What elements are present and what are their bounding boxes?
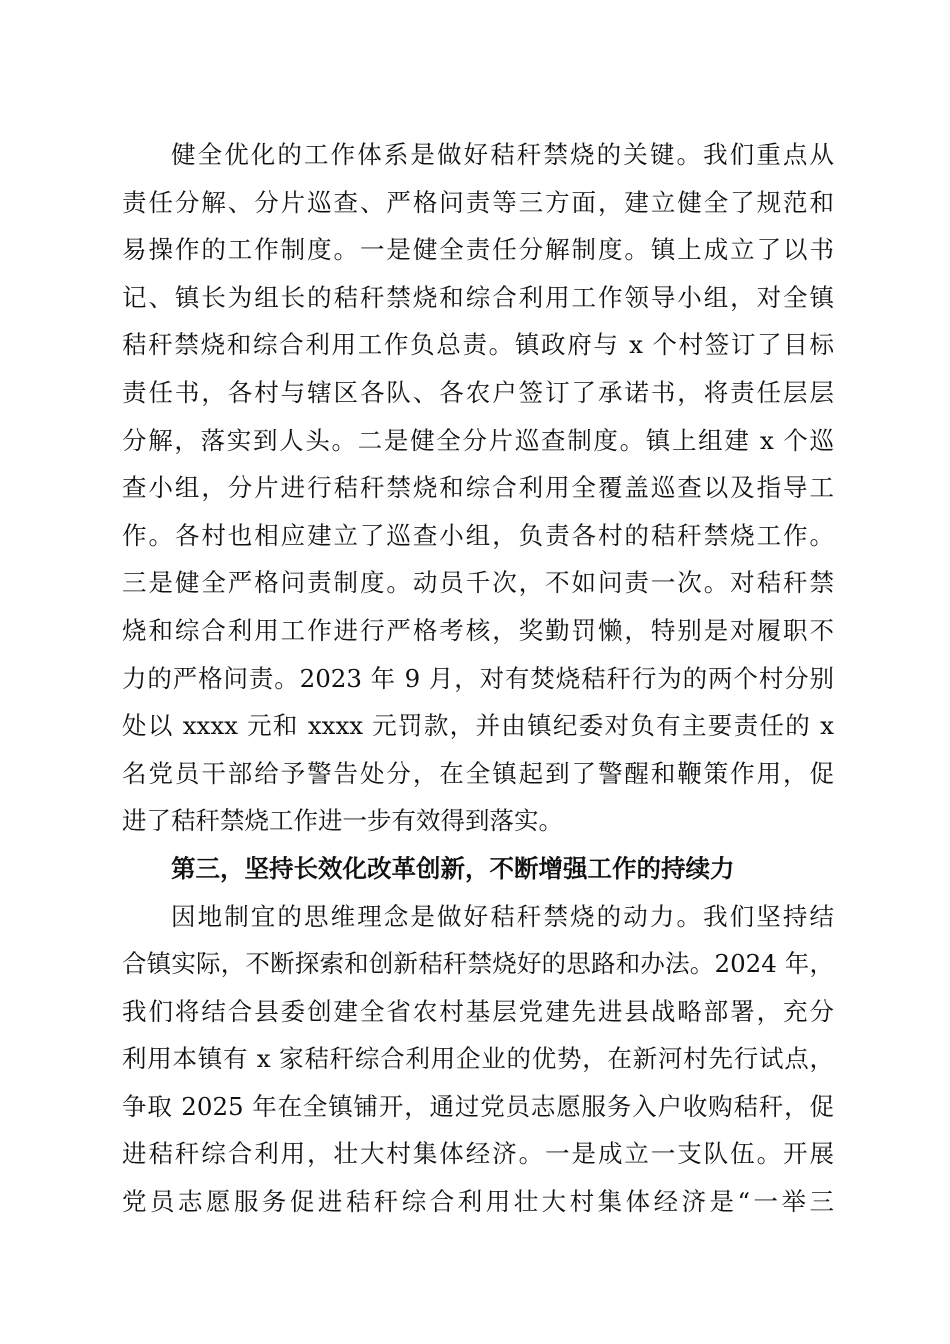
paragraph-line: 烧和综合利用工作进行严格考核，奖勤罚懒，特别是对履职不 [122, 615, 834, 645]
paragraph-line: 秸秆禁烧和综合利用工作负总责。镇政府与 x 个村签订了目标 [122, 330, 834, 360]
paragraph-line: 进了秸秆禁烧工作进一步有效得到落实。 [122, 806, 563, 836]
paragraph-line: 争取 2025 年在全镇铺开，通过党员志愿服务入户收购秸秆，促 [122, 1091, 834, 1121]
paragraph-line: 三是健全严格问责制度。动员千次，不如问责一次。对秸秆禁 [122, 568, 834, 598]
paragraph-line: 处以 xxxx 元和 xxxx 元罚款，并由镇纪委对负有主要责任的 x [122, 711, 834, 741]
paragraph-line: 因地制宜的思维理念是做好秸秆禁烧的动力。我们坚持结 [171, 901, 834, 931]
paragraph-line: 健全优化的工作体系是做好秸秆禁烧的关键。我们重点从 [171, 140, 834, 169]
document-body [122, 131, 834, 1226]
paragraph-line: 党员志愿服务促进秸秆综合利用壮大村集体经济是“一举三 [122, 1187, 834, 1217]
paragraph-line: 力的严格问责。2023 年 9 月，对有焚烧秸秆行为的两个村分别 [122, 663, 834, 693]
paragraph-line: 记、镇长为组长的秸秆禁烧和综合利用工作领导小组，对全镇 [122, 282, 834, 312]
paragraph-line: 利用本镇有 x 家秸秆综合利用企业的优势，在新河村先行试点， [122, 1044, 834, 1074]
paragraph-line: 合镇实际，不断探索和创新秸秆禁烧好的思路和办法。2024 年， [122, 949, 834, 979]
paragraph-line: 进秸秆综合利用，壮大村集体经济。一是成立一支队伍。开展 [122, 1139, 834, 1169]
paragraph-line: 我们将结合县委创建全省农村基层党建先进县战略部署，充分 [122, 996, 834, 1026]
paragraph-line: 作。各村也相应建立了巡查小组，负责各村的秸秆禁烧工作。 [122, 520, 834, 550]
paragraph-line: 名党员干部给予警告处分，在全镇起到了警醒和鞭策作用，促 [122, 758, 834, 788]
paragraph-line: 责任书，各村与辖区各队、各农户签订了承诺书，将责任层层 [122, 377, 834, 407]
paragraph-line: 责任分解、分片巡查、严格问责等三方面，建立健全了规范和 [122, 187, 834, 217]
paragraph-line: 查小组，分片进行秸秆禁烧和综合利用全覆盖巡查以及指导工 [122, 473, 834, 503]
paragraph-line: 易操作的工作制度。一是健全责任分解制度。镇上成立了以书 [122, 235, 834, 265]
section-heading: 第三，坚持长效化改革创新，不断增强工作的持续力 [171, 853, 735, 883]
paragraph-line: 分解，落实到人头。二是健全分片巡查制度。镇上组建 x 个巡 [122, 425, 834, 455]
